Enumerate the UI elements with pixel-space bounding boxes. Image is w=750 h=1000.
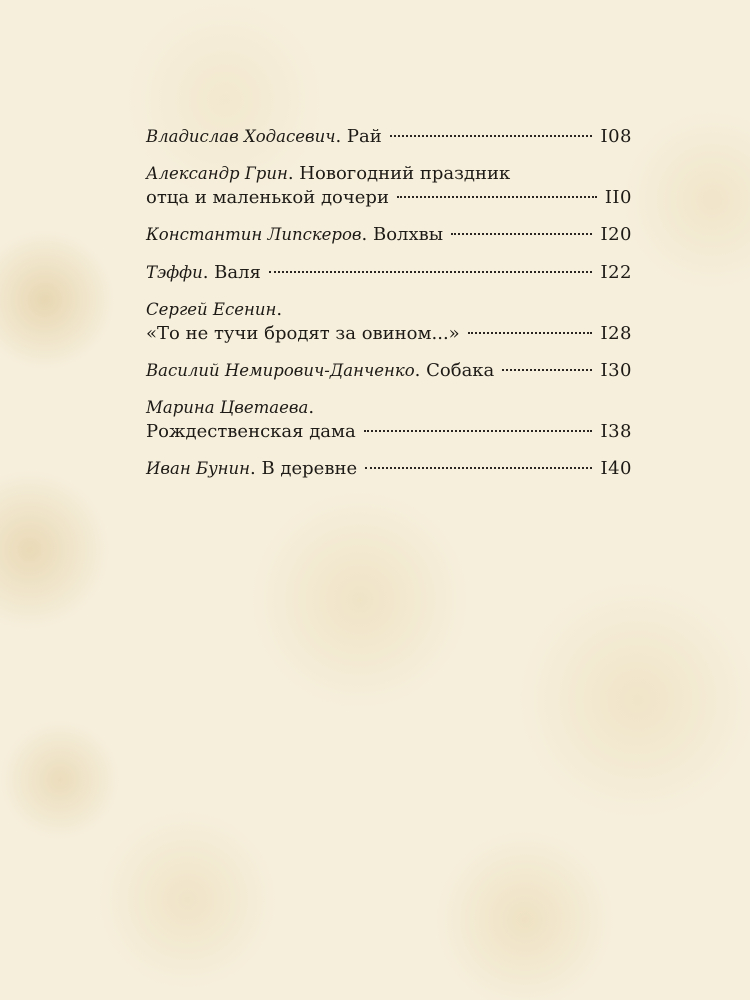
- toc-entry[interactable]: [146, 124, 632, 150]
- toc-title: Рай: [346, 126, 382, 147]
- dot-leader: [365, 467, 592, 469]
- toc-entry[interactable]: [146, 162, 632, 210]
- toc-title: Рождественская дама: [146, 421, 356, 442]
- toc-title-continuation: отца и маленькой дочери: [146, 187, 389, 208]
- dot-leader: [451, 233, 592, 235]
- dot-leader: [468, 332, 593, 334]
- author-separator: .: [250, 458, 262, 479]
- toc-page-number: I30: [600, 360, 632, 381]
- dot-leader: [390, 135, 593, 137]
- toc-page-number: I40: [600, 458, 632, 479]
- toc-author: Александр Грин: [146, 164, 288, 183]
- toc-entry[interactable]: [146, 456, 632, 482]
- toc-author: Сергей Есенин: [146, 300, 277, 319]
- dot-leader: [397, 196, 597, 198]
- author-separator: .: [202, 262, 215, 283]
- toc-entry[interactable]: [146, 260, 632, 286]
- dot-leader: [502, 369, 592, 371]
- toc-author: Василий Немирович-Данченко: [146, 361, 415, 380]
- toc-page-number: II0: [604, 187, 632, 208]
- toc-entry[interactable]: [146, 358, 632, 384]
- author-separator: .: [276, 299, 283, 320]
- dot-leader: [269, 271, 593, 273]
- toc-entry[interactable]: [146, 396, 632, 444]
- toc-title: Собака: [426, 360, 495, 381]
- toc-author: Иван Бунин: [146, 459, 251, 478]
- toc-title: В деревне: [261, 458, 358, 479]
- toc-author: Тэффи: [146, 263, 203, 282]
- toc-title: Волхвы: [372, 224, 444, 245]
- toc-author: Владислав Ходасевич: [146, 127, 336, 146]
- toc-title: Новогодний праздник: [299, 163, 511, 184]
- table-of-contents: [146, 124, 632, 494]
- toc-page-number: I28: [600, 323, 632, 344]
- author-separator: .: [308, 397, 315, 418]
- toc-author: Константин Липскеров: [146, 225, 362, 244]
- toc-author: Марина Цветаева: [146, 398, 309, 417]
- author-separator: .: [287, 163, 300, 184]
- toc-title: Валя: [214, 262, 261, 283]
- author-separator: .: [335, 126, 347, 147]
- toc-page-number: I38: [600, 421, 632, 442]
- author-separator: .: [361, 224, 373, 245]
- toc-page-number: I20: [600, 224, 632, 245]
- toc-title: «То не тучи бродят за овином...»: [146, 323, 460, 344]
- dot-leader: [364, 430, 593, 432]
- toc-page-number: I08: [600, 126, 632, 147]
- toc-page-number: I22: [600, 262, 632, 283]
- toc-entry[interactable]: [146, 222, 632, 248]
- author-separator: .: [414, 360, 427, 381]
- toc-entry[interactable]: [146, 298, 632, 346]
